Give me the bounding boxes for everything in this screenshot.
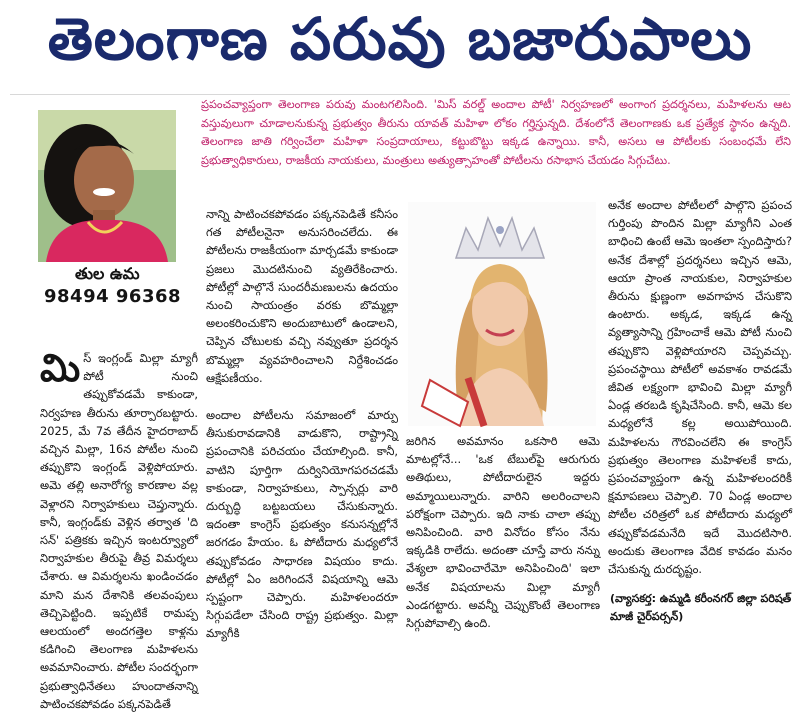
pageant-photo [408, 202, 596, 426]
author-photo [38, 110, 176, 262]
article-column-2-top: నాన్ని పాటించకపోవడం పక్కనపెడితే కనీసం గత పోటీలనైనా అనుసరించలేదు. ఈ పోటీలను రాజకీయంగా మార్చడమే కాకుండా ప్రజలు మొదటినుంచి వ్యతిరేకించారు. పోటీల్లో పాల్గొనే సుందరీమణులను ఉదయం నుంచి సాయంత్రం వరకు బొమ్మల్లా అలంకరించుకొని అందుబాటులో ఉండాలని, చెప్పిన చోటులకు వచ్చి నవ్వుతూ ప్రదర్శన బొమ్మల్లా వ్యవహరించాలని నిర్దేశించడం ఆక్షేపణీయం. [206, 207, 398, 385]
article-column-3: జరిగిన అవమానం ఒకసారి ఆమె మాటల్లోనే... 'ఒక టేబుల్‌పై ఆరుగురు అతిథులు, పోటీదారులైన ఇద్దరు అమ్మాయిలున్నారు. వారిని అలరించాలని పరోక్షంగా చెప్పారు. ఇది నాకు చాలా తప్పు అనిపించింది. వారి వినోదం కోసం నేను ఇక్కడికి రాలేదు. అదంతా చూస్తే వారు నన్ను వేశ్యలా భావించారేమో అనిపించింది' ఇలా అనేక విషయాలను మిల్లా మ్యాగీ ఎండగట్టారు. అవన్నీ చెప్పుకొంటే తెలంగాణ సిగ్గుపోవాల్సి ఉంది. [406, 434, 600, 631]
article-column-2-bottom: అందాల పోటీలను సమాజంలో మార్పు తీసుకురావడానికి వాడుకొని, రాష్ట్రాన్ని ప్రపంచానికి పరిచయం చేయాల్సింది. కానీ, వాటిని పూర్తిగా దుర్వినియోగపరచడమే కాకుండా, నిర్వాహకులు, స్పాన్సర్లు వారి దుర్బుద్ధి బట్టబయలు చేసుకున్నారు. ఇదంతా కాంగ్రెస్ ప్రభుత్వం కనుసన్నల్లోనే జరగడం హేయం. ఓ పోటీదారు మధ్యలోనే తప్పుకోవడం సాధారణ విషయం కాదు. పోటీల్లో ఏం జరిగిందనే విషయాన్ని ఆమె స్పష్టంగా చెప్పారు. మహిళలందరూ సిగ్గుపడేలా చేసింది రాష్ట్ర ప్రభుత్వం. మిల్లా మ్యాగీకి [206, 408, 398, 641]
drop-cap: మి [40, 346, 81, 390]
column-1-text: స్ ఇంగ్లండ్ మిల్లా మ్యాగీ పోటీ నుంచి తప్పుకోవడమే కాకుండా, నిర్వహణ తీరును తూర్పారబట్టారు. 2025, మే 7వ తేదీన హైదరాబాద్ వచ్చిన మిల్లా, 16న పోటీల నుంచి తప్పుకొని ఇంగ్లండ్ వెళ్లిపోయారు. అమె తల్లి అనారోగ్య కారణాల వల్ల వెళ్లారని నిర్వాహకులు చెప్తున్నారు. కానీ, ఇంగ్లండ్‌కు వెళ్లిన తర్వాత 'ది సన్' పత్రికకు ఇచ్చిన ఇంటర్వ్యూలో నిర్వాహకుల తీరుపై తీవ్ర విమర్శలు చేశారు. ఆ విమర్శలను ఖండించడం మాని మన దేశానికి తలవంపులు తెచ్చిపెట్టింది. ఇప్పటికే రామప్ప ఆలయంలో అందగత్తెల కాళ్లను కడిగించి తెలంగాణ మహిళలను అవమానించారు. పోటీల సందర్భంగా ప్రభుత్వాధినేతలు హుందాతనాన్ని పాటించకపోవడం పక్కనపెడితే [40, 351, 198, 711]
author-name: తుల ఉమ [75, 264, 140, 283]
article-column-4: అనేక అందాల పోటీలలో పాల్గొని ప్రపంచ గుర్తింపు పొందిన మిల్లా మ్యాగీని ఎంత బాధించి ఉంటే ఆమె ఇంతలా స్పందిస్తారు? అనేక దేశాల్లో ప్రదర్శనలు ఇచ్చిన ఆమె, ఆయా ప్రాంత నాయకుల, నిర్వాహకుల తీరును క్షుణ్ణంగా అవగాహన చేసుకొని ఉంటారు. అక్కడ, ఇక్కడ ఉన్న వ్యత్యాసాన్ని గ్రహించాకే ఆమె పోటీ నుంచి తప్పుకొని వెళ్లిపోయారని చెప్పవచ్చు. ప్రపంచస్థాయి పోటీలో అవకాశం రావడమే జీవిత లక్ష్యంగా భావించి మిల్లా మ్యాగీ ఏండ్ల తరబడి కృషిచేసింది. కానీ, ఆమె కల మధ్యలోనే కల్ల అయిపోయింది. మహిళలను గౌరవించలేని ఈ కాంగ్రెస్ ప్రభుత్వం తెలంగాణ మహిళలకే కాదు, ప్రపంచవ్యాప్తంగా ఉన్న మహిళలందరికీ క్షమాపణలు చెప్పాలి. 70 ఏండ్ల అందాల పోటీల చరిత్రలో ఒక పోటీదారు మధ్యలో తప్పుకోవడమనేది ఇదే మొదటిసారి. అందుకు తెలంగాణ వేదిక కావడం మనం చేసుకున్న దురదృష్టం. [608, 198, 792, 577]
intro-paragraph: ప్రపంచవ్యాప్తంగా తెలంగాణ పరువు మంటగలిసింది. 'మిస్ వరల్డ్ అందాల పోటీ' నిర్వహణలో అంగాంగ ప్రదర్శనలు, మహిళలను ఆట వస్తువులుగా చూడాలనుకున్న ప్రభుత్వం తీరును యావత్ మహిళా లోకం గర్హిస్తున్నది. దేశంలోనే తెలంగాణకు ఒక ప్రత్యేక స్థానం ఉన్నది. తెలంగాణ జాతి గర్వించేలా మహిళా సంప్రదాయాలు, కట్టుబొట్టు ఇక్కడ ఉన్నాయి. కానీ, అసలు ఆ పోటీలకు సంబంధమే లేని ప్రభుత్వాధికారులు, రాజకీయ నాయకులు, మంత్రులు అత్యుత్సాహంతో పోటీలను రసాభాస చేయడం సిగ్గుచేటు. [201, 98, 791, 167]
headline: తెలంగాణ పరువు బజారుపాలు [47, 4, 753, 73]
author-credit: (వ్యాసకర్త: ఉమ్మడి కరీంనగర్ జిల్లా పరిషత్ మాజీ చైర్‌పర్సన్) [610, 592, 792, 623]
headline-divider [10, 94, 790, 95]
article-column-1 [40, 346, 198, 711]
author-phone: 98494 96368 [44, 286, 182, 307]
